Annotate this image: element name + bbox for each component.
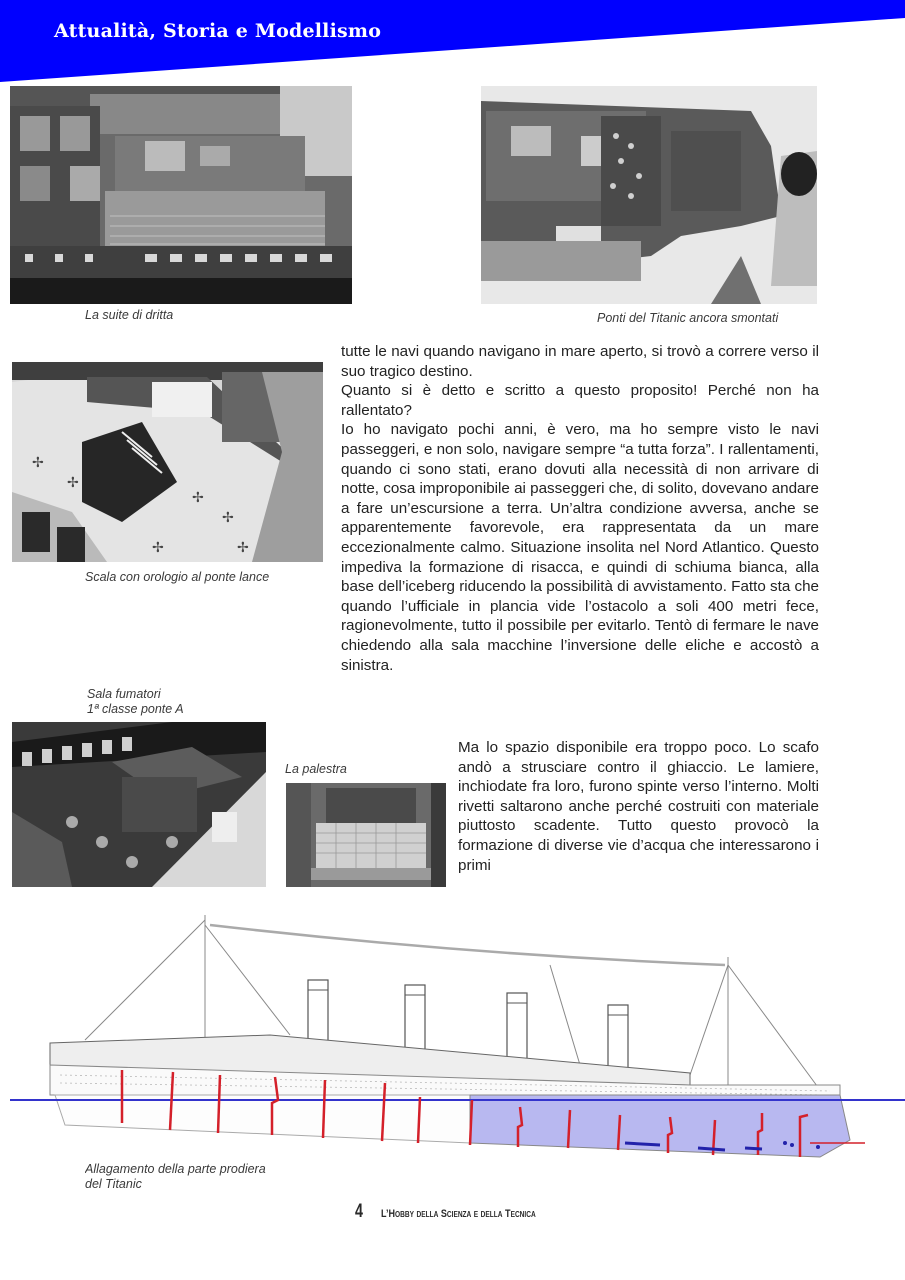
titanic-flooding-diagram	[10, 905, 905, 1160]
svg-text:✢: ✢	[192, 489, 204, 505]
article-paragraph: Io ho navigato pochi anni, è vero, ma ho sempre visto le navi passeggeri, e non solo, navigare sempre “a tutta forza”. I rallentamenti, quando ci sono stati, erano dovuti alla necessità di non arrivare di notte, cosa improponibile ai passeggeri che, di solito, dovevano andare a fare un’escursione a terra. Un’altra condizione avversa, anche se apparentemente favorevole, era rappresentata da un mare eccezionalmente calmo. Situazione insolita nel Nord Atlantico. Questo impediva la formazione di risacca, e quindi di schiuma bianca, alla base dell’iceberg riducendo la possibilità di avvistamento. Fatto sta che quando l’ufficiale in plancia vide l’ostacolo a soli 400 metri fece, ragionevolmente, tutto il possibile per evitarlo. Tentò di fermare le nave chiedendo alla sala macchine l’inversione delle eliche e accostò a sinistra.	[341, 421, 819, 674]
article-paragraph: tutte le navi quando navigano in mare aperto, si trovò a correre verso il suo tragico destino.	[341, 343, 819, 380]
page-number: 4	[355, 1201, 363, 1222]
photo-smoking-room	[12, 722, 266, 887]
photo-decks	[481, 86, 817, 304]
caption-flooding-diagram	[85, 1162, 266, 1188]
caption-smoking-room	[87, 687, 184, 717]
article-column-main	[341, 342, 819, 675]
svg-text:✢: ✢	[152, 539, 164, 555]
magazine-title: L’Hobby della Scienza e della Tecnica	[381, 1208, 536, 1220]
svg-text:✢: ✢	[222, 509, 234, 525]
photo-suite	[10, 86, 352, 304]
caption-smoking-room-line1: Sala fumatori	[87, 687, 161, 701]
article-column-continuation	[458, 738, 819, 875]
caption-gym: La palestra	[285, 762, 347, 776]
section-title: Attualità, Storia e Modellismo	[54, 20, 382, 42]
caption-flooding-line2: del Titanic	[85, 1177, 142, 1188]
article-paragraph: Ma lo spazio disponibile era troppo poco. Lo scafo andò a strusciare contro il ghiaccio. Le lamiere, inchiodate fra loro, furono spinte verso l’interno. Molti rivetti saltarono anche perché costruiti con materiale piuttosto scadente. Tutto questo provocò la formazione di diverse vie d’acqua che interessarono i primi	[458, 739, 819, 874]
svg-text:✢: ✢	[32, 454, 44, 470]
article-paragraph: Quanto si è detto e scritto a questo proposito! Perché non ha rallentato?	[341, 382, 819, 419]
caption-decks: Ponti del Titanic ancora smontati	[597, 311, 779, 325]
section-banner	[0, 0, 905, 90]
page-footer	[355, 1201, 570, 1223]
photo-gym	[286, 783, 446, 887]
svg-text:✢: ✢	[67, 474, 79, 490]
caption-staircase: Scala con orologio al ponte lance	[85, 570, 270, 584]
caption-suite: La suite di dritta	[85, 308, 174, 322]
photo-staircase	[12, 362, 323, 562]
caption-flooding-line1: Allagamento della parte prodiera	[85, 1162, 266, 1176]
svg-text:✢: ✢	[237, 539, 249, 555]
caption-smoking-room-line2: 1ª classe ponte A	[87, 702, 184, 716]
